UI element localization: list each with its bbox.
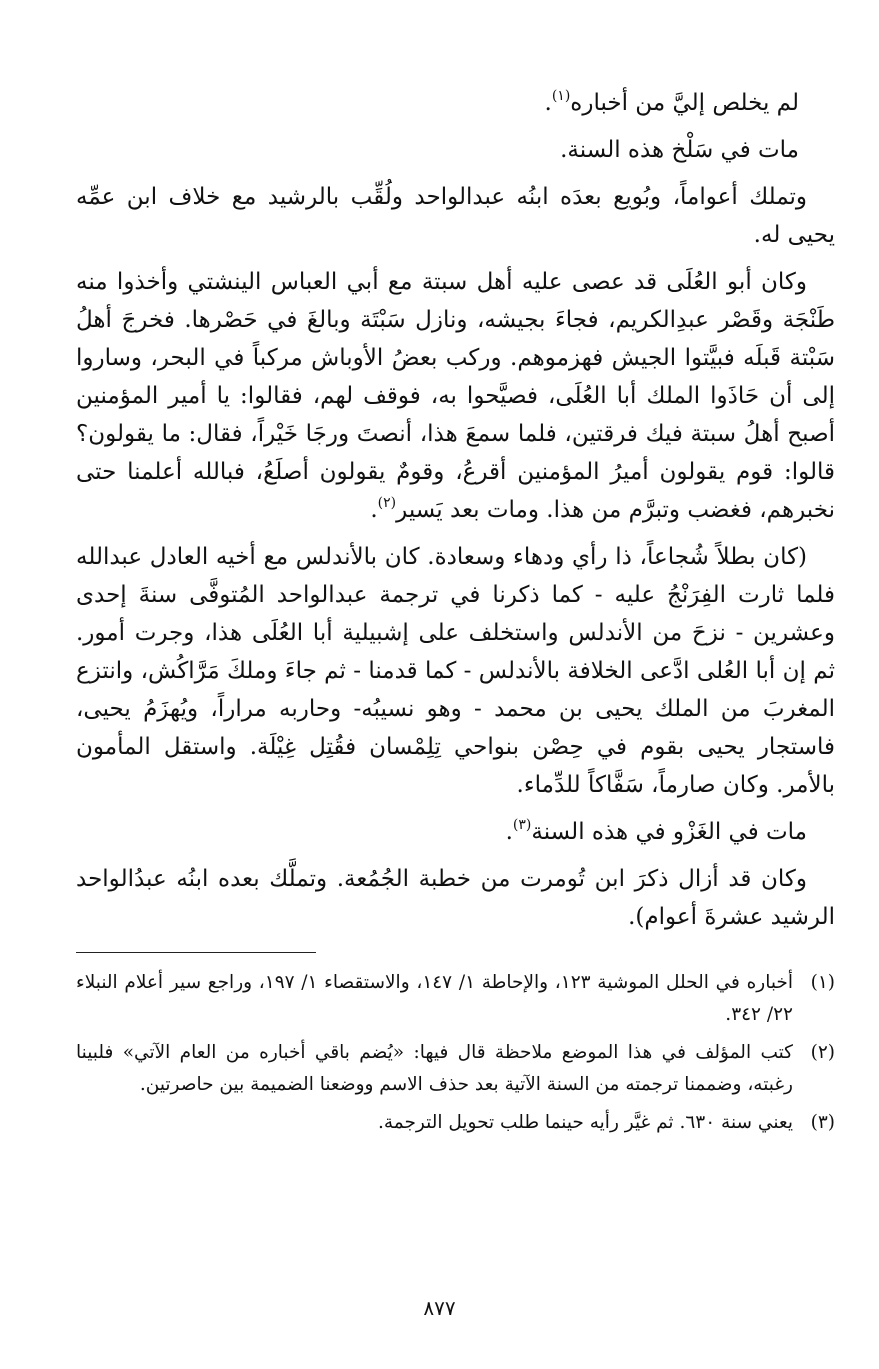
footnote-3-number: (٣) [810,1112,835,1133]
paragraph-5-text: (كان بطلاً شُجاعاً، ذا رأي ودهاء وسعادة. كان بالأندلس مع أخيه العادل عبدالله فلما ثارت الفِرَنْجُ عليه - كما ذكرنا في ترجمة عبدالواحد المُتوفَّى سنةَ إحدى وعشرين - نزحَ من الأندلس واستخلف على إشبيلية أبا العُلَى هذا، وجرت أمور. ثم إن أبا العُلى ادَّعى الخلافة بالأندلس - كما قدمنا - ثم جاءَ وملكَ مَرَّاكُش، وانتزع المغربَ من الملك يحيى بن محمد - وهو نسيبُه- وحاربه مراراً، ويُهزَمُ يحيى، فاستجار يحيى بقوم في حِصْن بنواحي تِلِمْسان فقُتِل غِيْلَة. واستقل المأمون بالأمر. وكان صارماً، سَفَّاكاً للدِّماء. [76,544,836,798]
main-text [76,84,835,936]
paragraph-4 [76,263,835,529]
paragraph-4-text: وكان أبو العُلَى قد عصى عليه أهل سبتة مع أبي العباس الينشتي وأخذوا منه طَنْجَة وقَصْر عبدِالكريم، فجاءَ بجيشه، ونازل سَبْتَة وبالغَ في حَصْرها. فخرجَ أهلُ سَبْتة قَبلَه فبيَّتوا الجيش فهزموهم. وركب بعضُ الأوباش مركباً في البحر، وساروا إلى أن حَاذَوا الملك أبا العُلَى، فصيَّحوا به، فوقف لهم، فقالوا: يا أمير المؤمنين أصبح أهلُ سبتة فيك فرقتين، فلما سمعَ هذا، أنصتَ ورجَا خَيْراً، فقال: ما يقولون؟ قالوا: قوم يقولون أميرُ المؤمنين أقرعُ، وقومٌ يقولون أصلَعُ، فبالله أعلمنا حتى نخبرهم، فغضب وتبرَّم من هذا. ومات بعد يَسير [76,269,835,523]
footnote-ref-1[interactable]: (١) [551,88,571,104]
paragraph-2 [76,131,835,169]
paragraph-6-end: . [505,819,513,845]
book-page [76,84,835,1145]
paragraph-7 [76,860,835,936]
footnotes [76,967,835,1139]
footnote-2-text: كتب المؤلف في هذا الموضع ملاحظة قال فيها: «يُضم باقي أخباره من العام الآتي» فلبينا رغبته، وضممنا ترجمته من السنة الآتية بعد حذف الاسم ووضعنا الضميمة بين حاصرتين. [76,1042,793,1095]
paragraph-4-end: . [370,497,378,523]
paragraph-3-text: وتملك أعواماً، وبُويع بعدَه ابنُه عبدالواحد ولُقِّب بالرشيد مع خلاف ابن عمِّه يحيى له. [76,184,835,248]
footnote-1-number: (١) [810,972,835,993]
paragraph-3 [76,178,835,254]
footnote-2-number: (٢) [810,1042,835,1063]
footnote-2 [76,1037,835,1101]
paragraph-6 [76,813,835,851]
footnote-1-text: أخباره في الحلل الموشية ١٢٣، والإحاطة ١/ ١٤٧، والاستقصاء ١/ ١٩٧، وراجع سير أعلام النبلاء ٢٢/ ٣٤٢. [76,972,793,1025]
paragraph-2-text: مات في سَلْخ هذه السنة. [560,137,799,163]
paragraph-7-text: وكان قد أزال ذكرَ ابن تُومرت من خطبة الجُمُعة. وتملَّك بعده ابنُه عبدُالواحد الرشيد عشرةَ أعوام). [76,866,835,930]
paragraph-6-text: مات في الغَزْو في هذه السنة [531,819,807,845]
footnote-ref-3[interactable]: (٣) [512,817,532,833]
page-number: ٨٧٧ [423,1296,456,1320]
paragraph-1 [76,84,835,122]
footnote-1 [76,967,835,1031]
paragraph-1-text: لم يخلص إليَّ من أخباره [570,90,799,116]
paragraph-5 [76,538,835,804]
footnote-3 [76,1107,835,1139]
footnote-separator [76,952,316,953]
paragraph-1-end: . [544,90,552,116]
footnote-separator-wrap [76,952,835,953]
footnote-3-text: يعني سنة ٦٣٠. ثم غيَّر رأيه حينما طلب تحويل الترجمة. [377,1112,793,1133]
footnote-ref-2[interactable]: (٢) [377,495,397,511]
